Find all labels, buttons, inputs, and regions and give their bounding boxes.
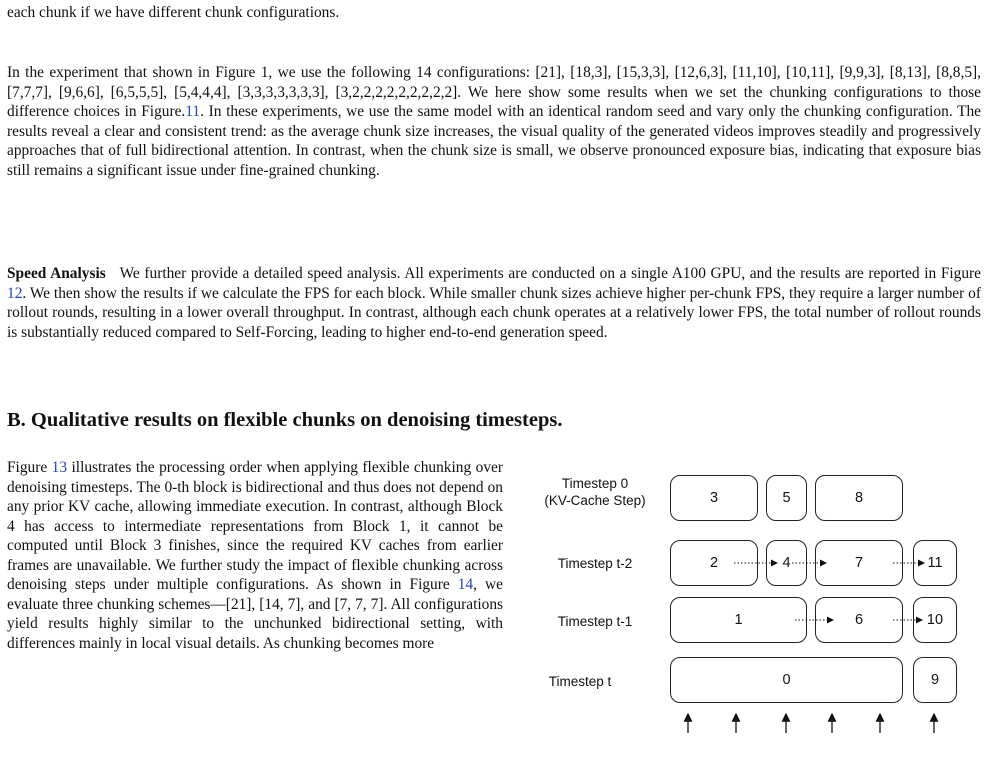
block-9: 9 (913, 657, 957, 703)
paragraph-text: , we evaluate three chunking schemes—[21], [14, 7], and [7, 7, 7]. All configurations yield results highly similar to the unchunked bidirectional setting, with differences mainly in local visual details. As chunking becomes more (7, 576, 503, 652)
paragraph-text: Figure (7, 459, 48, 476)
paragraph-text: . In these experiments, we use the same model with an identical random seed and vary only the chunking configuration. The results reveal a clear and consistent trend: as the average chunk size increases, the visual quality of the generated videos improves steadily and progressively approaches that of full bidirectional attention. In contrast, when the chunk size is small, we observe pronounced exposure bias, indicating that exposure bias still remains a significant issue under fine-grained chunking. (7, 103, 981, 179)
block-4: 4 (766, 540, 807, 586)
row-label-text: Timestep t (548, 674, 612, 689)
block-0: 0 (670, 657, 903, 703)
block-3: 3 (670, 475, 758, 521)
paragraph-text: We further provide a detailed speed analysis. All experiments are conducted on a single A100 GPU, and the results are reported in Figure (119, 265, 982, 282)
figure-ref-link[interactable]: 14 (457, 576, 474, 593)
block-6: 6 (815, 597, 903, 643)
paragraph-text: . We then show the results if we calculate the FPS for each block. While smaller chunk sizes achieve higher per-chunk FPS, they require a larger number of rollout rounds, resulting in a lower overall throughput. In contrast, although each chunk operates at a relatively lower FPS, the total number of rollout rounds is substantially reduced compared to Self-Forcing, leading to higher end-to-end generation speed. (7, 284, 981, 341)
row-label-text: Timestep t-1 (557, 614, 633, 629)
block-10: 10 (913, 597, 957, 643)
row-label-subtext: (KV-Cache Step) (544, 493, 646, 508)
section-heading: B. Qualitative results on flexible chunks on denoising timesteps. (7, 409, 563, 431)
block-2: 2 (670, 540, 758, 586)
row-label-text: Timestep 0 (561, 476, 629, 491)
block-1: 1 (670, 597, 807, 643)
paragraph-text: illustrates the processing order when applying flexible chunking over denoising timesteps. The 0-th block is bidirectional and thus does not depend on any prior KV cache, allowing immediate execution. In contrast, although Block 4 has access to intermediate representations from Block 1, it cannot be computed until Block 3 finishes, since the required KV caches from earlier frames are unavailable. We further study the impact of flexible chunking across denoising steps under multiple configurations. As shown in Figure (7, 459, 503, 593)
row-label-text: Timestep t-2 (557, 556, 633, 571)
figure-ref-link[interactable]: 11 (185, 103, 201, 120)
figure-ref-link[interactable]: 13 (51, 459, 68, 476)
figure-ref-link[interactable]: 12 (7, 284, 23, 302)
block-7: 7 (815, 540, 903, 586)
caption-text: each chunk if we have different chunk configurations. (7, 4, 340, 21)
block-8: 8 (815, 475, 903, 521)
paragraph-title: Speed Analysis (7, 265, 106, 282)
paragraph-text: In the experiment that shown in Figure 1, we use the following 14 configurations: [21], [18,3], [15,3,3], [12,6,3], [11,10], [10,11], [9,9,3], [8,13], [8,8,5], [7,7,7], [9,6,6], [6,5,5,5], [5,4,4,4], [3,3,3,3,3,3,3], [3,2,2,2,2,2,2,2,2,2]. We here show some results when we set the chunking configurations to those difference choices in Figure. (7, 64, 981, 120)
block-5: 5 (766, 475, 807, 521)
block-11: 11 (913, 540, 957, 586)
